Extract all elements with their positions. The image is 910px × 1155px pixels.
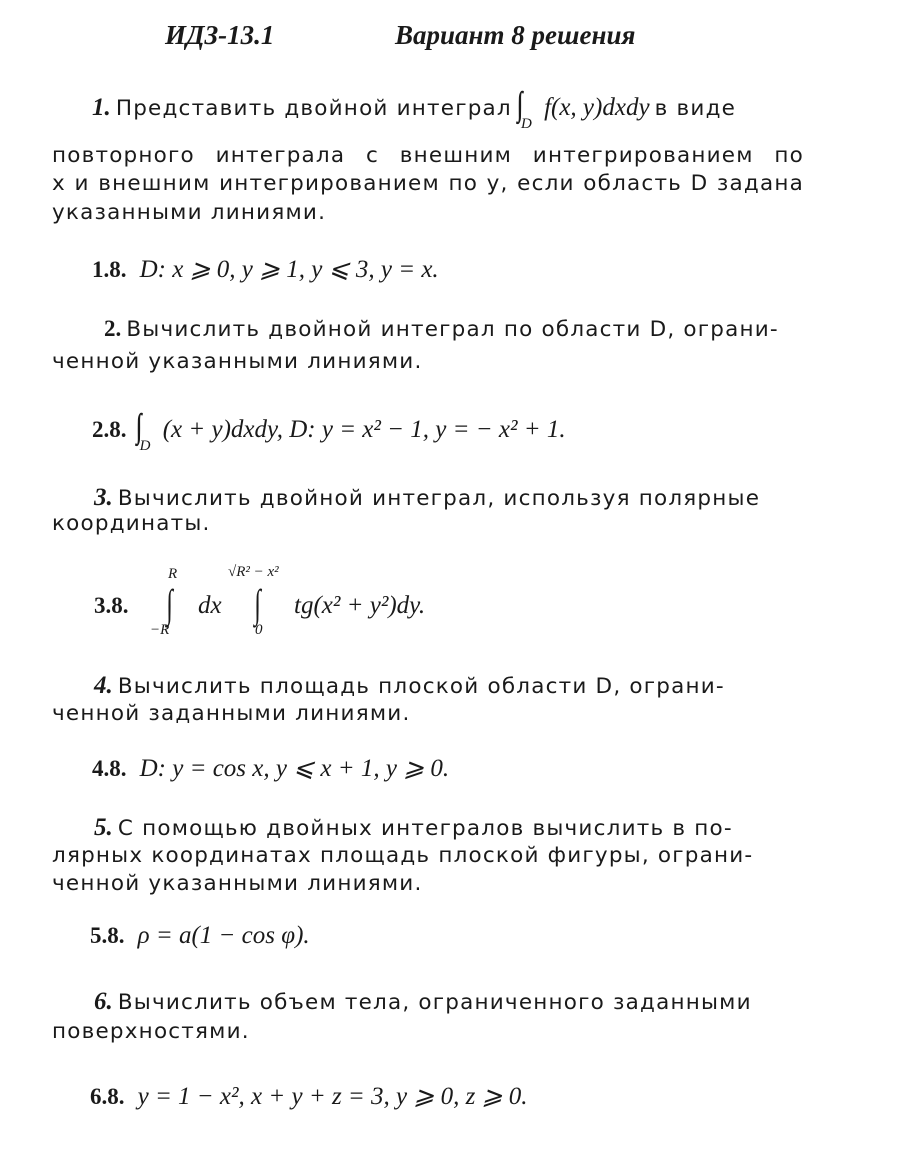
task4-sub-number: 4.8.	[92, 756, 127, 781]
task1-text-pre: Представить двойной интеграл	[115, 96, 512, 121]
idz-title: ИДЗ-13.1	[165, 20, 275, 50]
task4-number: 4.	[94, 672, 113, 699]
task4-text1: Вычислить площадь плоской области D, ограни-	[117, 674, 725, 699]
task1-sub-expr: D: x ⩾ 0, y ⩾ 1, y ⩽ 3, y = x.	[139, 256, 439, 283]
task5-line2: лярных координатах площадь плоской фигуры, ограни-	[52, 843, 754, 868]
task1-line3: x и внешним интегрированием по y, если область D задана	[52, 171, 804, 196]
task1-number: 1.	[92, 94, 111, 121]
task4-sub-expr: D: y = cos x, y ⩽ x + 1, y ⩾ 0.	[139, 755, 450, 782]
task5-number: 5.	[94, 814, 113, 841]
task2-number: 2.	[104, 316, 122, 341]
task3-integrand: tg(x² + y²)dy.	[294, 592, 426, 619]
task5-line3: ченной указанными линиями.	[52, 871, 423, 896]
task3-sub-number: 3.8.	[94, 593, 129, 618]
task5-sub-number: 5.8.	[90, 923, 125, 948]
task2-double-integral: ∫∫ D	[135, 408, 151, 454]
task1-integrand: f(x, y)dxdy	[544, 94, 650, 121]
task3-outer-lower: −R	[150, 622, 170, 638]
task3-text1: Вычислить двойной интеграл, используя полярные	[117, 486, 761, 511]
task3-inner-lower: 0	[255, 622, 263, 638]
task2-text1: Вычислить двойной интеграл по области D, ограни-	[126, 317, 779, 342]
task5-sub-expr: ρ = a(1 − cos φ).	[137, 922, 310, 949]
task4-line2: ченной заданными линиями.	[52, 701, 411, 726]
task6-text1: Вычислить объем тела, ограниченного заданными	[117, 990, 752, 1015]
task4-line1	[94, 672, 725, 700]
task1-line2: повторного интеграла с внешним интегрированием по	[52, 143, 804, 168]
task6-sub-number: 6.8.	[90, 1084, 125, 1109]
task1-line4: указанными линиями.	[52, 200, 327, 225]
task6-sub	[90, 1081, 528, 1111]
task1-double-integral: ∫∫ D	[516, 86, 532, 132]
task4-sub	[92, 753, 449, 783]
variant-title: Вариант 8 решения	[395, 20, 636, 50]
task3-outer-integral-sign: ∫	[166, 581, 173, 626]
task2-line2: ченной указанными линиями.	[52, 349, 423, 374]
task6-sub-expr: y = 1 − x², x + y + z = 3, y ⩾ 0, z ⩾ 0.	[137, 1083, 528, 1110]
task5-sub	[90, 922, 310, 950]
task3-number: 3.	[94, 484, 113, 511]
task3-inner-integral-sign: ∫	[254, 581, 261, 626]
task2-integral-sub: D	[139, 438, 151, 454]
task1-integral-sub: D	[520, 116, 532, 132]
task2-line1	[104, 316, 779, 342]
task1-sub	[92, 254, 439, 284]
task6-line1	[94, 988, 752, 1016]
task1-line1	[92, 86, 737, 132]
task3-outer-upper: R	[168, 566, 178, 582]
task3-line2: координаты.	[52, 511, 211, 536]
task6-line2: поверхностями.	[52, 1019, 250, 1044]
task2-sub-expr: (x + y)dxdy, D: y = x² − 1, y = − x² + 1.	[162, 416, 566, 443]
task3-inner-upper: √R² − x²	[228, 564, 279, 580]
task2-sub	[92, 408, 566, 454]
task2-sub-number: 2.8.	[92, 417, 127, 442]
task3-line1	[94, 484, 760, 512]
task3-dx: dx	[198, 592, 222, 619]
task5-line1	[94, 814, 733, 842]
task6-number: 6.	[94, 988, 113, 1015]
task5-text1: С помощью двойных интегралов вычислить в по-	[117, 816, 733, 841]
task1-text-post: в виде	[654, 96, 737, 121]
task1-sub-number: 1.8.	[92, 257, 127, 282]
